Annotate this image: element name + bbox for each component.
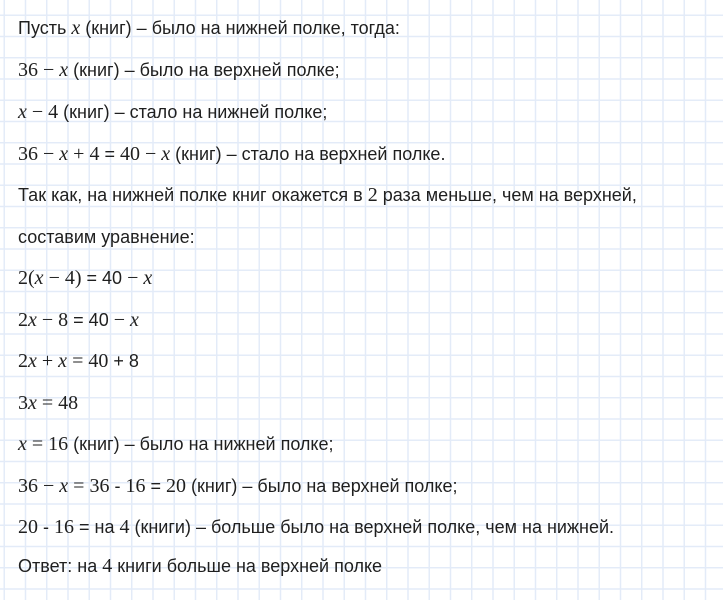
- math-variable: x: [143, 267, 153, 289]
- math-variable: x: [18, 101, 27, 123]
- math: +: [36, 350, 59, 372]
- text: (книг) – стало на нижней полке;: [58, 102, 328, 122]
- text: + 8: [113, 351, 139, 371]
- text: =: [104, 144, 115, 164]
- text: (книг) – было на верхней полке;: [68, 60, 340, 80]
- math: − 4): [43, 267, 87, 289]
- line-eq-4: [18, 392, 78, 414]
- math: −: [122, 267, 144, 289]
- text: (книг) – стало на верхней полке.: [170, 144, 446, 164]
- text: (книги) – больше было на верхней полке, чем на нижней.: [129, 517, 615, 537]
- math-variable: x: [161, 143, 171, 165]
- math: − 8: [36, 309, 74, 331]
- math-variable: x: [71, 17, 81, 39]
- text: (книг) – было на нижней полке;: [68, 434, 334, 454]
- line-compose-equation: [18, 226, 195, 248]
- text: (книг) – было на нижней полке, тогда:: [80, 18, 400, 38]
- math: = 36: [68, 475, 115, 497]
- line-let-x: [18, 17, 400, 39]
- math-variable: x: [28, 309, 37, 331]
- math: −: [108, 309, 130, 331]
- line-eq-3: [18, 350, 139, 372]
- math: + 4: [68, 143, 105, 165]
- line-eq-2: [18, 309, 139, 331]
- math: 36 −: [18, 143, 60, 165]
- text: составим уравнение:: [18, 227, 195, 247]
- math-variable: x: [28, 392, 37, 414]
- text: = 40: [73, 310, 109, 330]
- line-lower-result: [18, 433, 334, 455]
- text: раза меньше, чем на верхней,: [377, 185, 637, 205]
- math-variable: x: [58, 350, 68, 372]
- math: 16: [125, 475, 151, 497]
- line-upper-initial: [18, 59, 340, 81]
- math-variable: x: [130, 309, 139, 331]
- text: -: [43, 517, 54, 537]
- math-variable: x: [59, 475, 69, 497]
- math: 16: [54, 516, 74, 538]
- math: 36 −: [18, 59, 60, 81]
- text: Пусть: [18, 18, 72, 38]
- math: 20: [18, 516, 43, 538]
- text: Так как, на нижней полке книг окажется в: [18, 185, 368, 205]
- math: 4: [119, 516, 130, 538]
- text: -: [114, 476, 126, 496]
- math: 4: [102, 555, 113, 577]
- line-lower-after: [18, 101, 327, 123]
- math-variable: x: [28, 350, 37, 372]
- math-variable: x: [59, 59, 69, 81]
- math: 2: [367, 184, 378, 206]
- line-difference: [18, 516, 614, 538]
- math: 2: [18, 309, 28, 331]
- line-eq-1: [18, 267, 152, 289]
- math: = 40: [67, 350, 114, 372]
- math: 3: [18, 392, 28, 414]
- math-variable: x: [34, 267, 44, 289]
- text: = на: [74, 517, 120, 537]
- math: 2: [18, 350, 28, 372]
- math: 40 −: [114, 143, 162, 165]
- math: = 48: [36, 392, 79, 414]
- text: =: [150, 476, 166, 496]
- text: книги больше на верхней полке: [112, 556, 383, 576]
- line-upper-after: [18, 143, 445, 165]
- answer-label: Ответ: на: [18, 556, 103, 576]
- math: − 4: [26, 101, 59, 123]
- math: = 16: [26, 433, 69, 455]
- math: 36 −: [18, 475, 60, 497]
- math-variable: x: [59, 143, 69, 165]
- text: (книг) – было на верхней полке;: [185, 476, 458, 496]
- math: 20: [165, 475, 186, 497]
- math-variable: x: [18, 433, 27, 455]
- line-upper-result: [18, 475, 457, 497]
- line-condition: [18, 184, 637, 206]
- math: 2(: [18, 267, 35, 289]
- text: = 40: [86, 268, 123, 288]
- line-answer: [18, 555, 382, 577]
